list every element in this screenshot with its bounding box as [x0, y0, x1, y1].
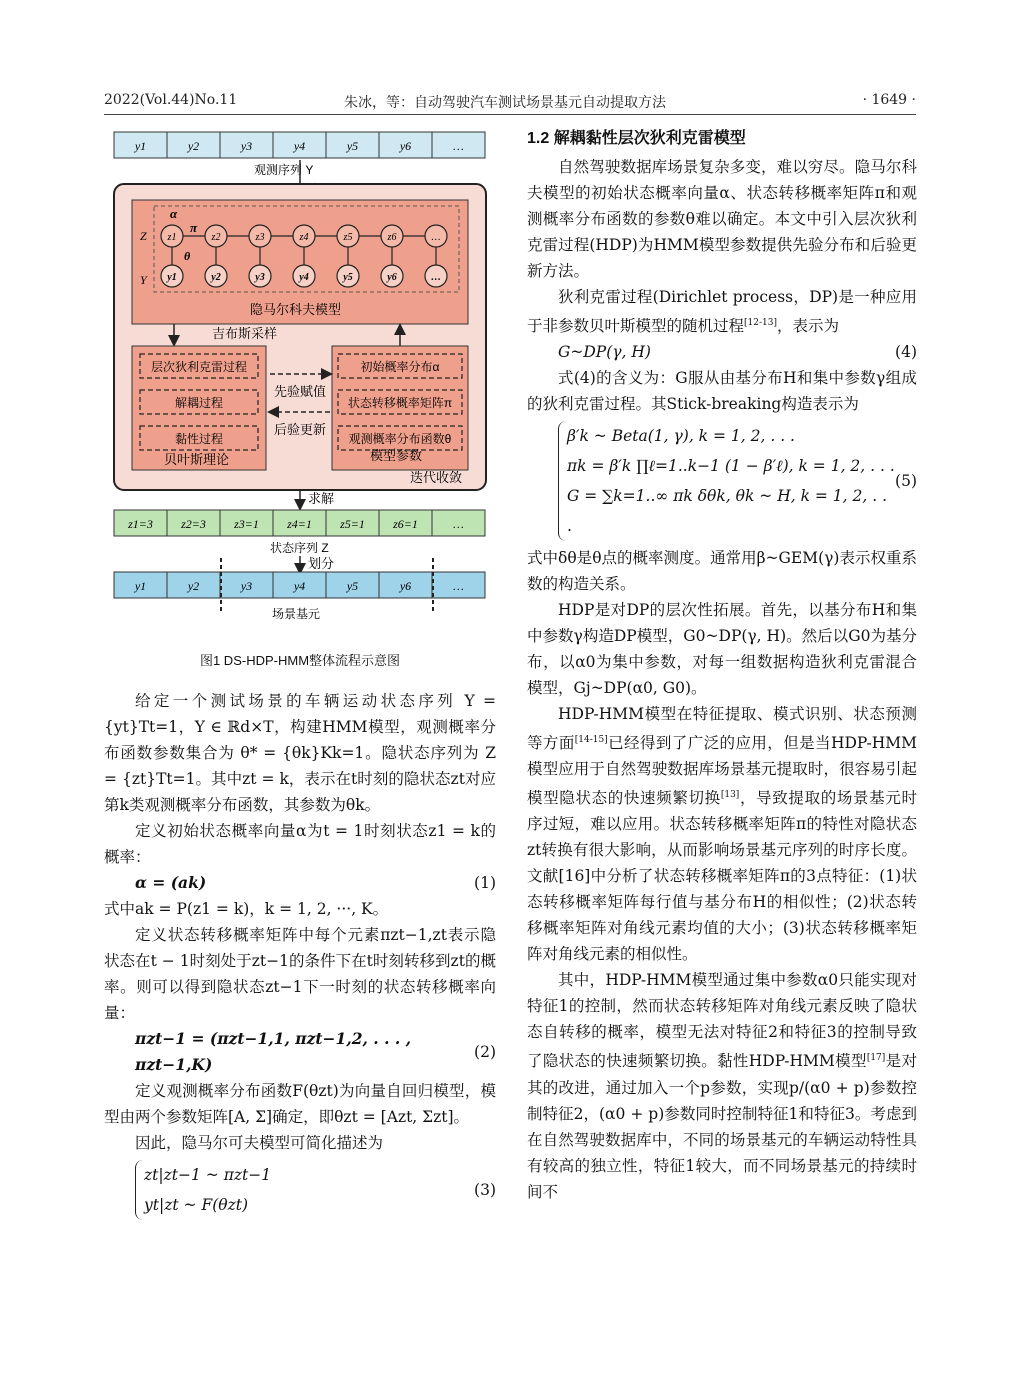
text-run: ，导致提取的场景基元时序过短，难以应用。状态转移概率矩阵π的特性对隐状态zt转换有很大影响，从而影响场景基元序列的时序长度。文献[16]中分析了状态转移概率矩阵π的3点特征：(1)状态转移概率矩阵每行值与基分布H的相似性；(2)状态转移概率矩阵对角线元素均值的大小；(3)状态转移概率矩阵对角线元素的相似性。 [527, 789, 917, 964]
observation-cell-label: y3 [240, 139, 253, 153]
equation-line: πk = β′k ∏ℓ=1..k−1 (1 − β′ℓ), k = 1, 2, . . . [567, 457, 895, 476]
prior-label: 先验赋值 [274, 384, 327, 399]
equation-line: zt|zt−1 ~ πzt−1 [144, 1166, 272, 1184]
param-item-label: 状态转移概率矩阵π [347, 396, 453, 410]
text-run: 其中，HDP-HMM模型通过集中参数α0只能实现对特征1的控制，然而状态转移矩阵对角线元素反映了隐状态自转移的概率，模型无法对特征2和特征3的控制导致了隐状态的快速频繁切换。黏性HDP-HMM模型 [527, 971, 917, 1071]
equation-number: (1) [474, 874, 496, 892]
hidden-state-label: z4 [299, 232, 309, 243]
text-run: HDP-HMM模型在特征提取、模式识别、状态预测等方面 [527, 705, 917, 753]
equation-body: α = (ak) [135, 873, 207, 892]
equation-line: G = ∑k=1..∞ πk δθk, θk ~ H, k = 1, 2, . . . [567, 487, 888, 536]
scene-cell-label: y2 [187, 579, 200, 593]
hidden-state-label: z3 [255, 232, 265, 243]
alpha-symbol: α [170, 206, 178, 221]
hidden-state-label: z1 [167, 232, 177, 243]
state-cell-label: z5=1 [340, 517, 365, 531]
posterior-label: 后验更新 [274, 422, 327, 437]
paragraph: 给定一个测试场景的车辆运动状态序列 Y = {yt}Tt=1，Y ∈ ℝd×T，构建HMM模型，观测概率分布函数参数集合为 θ* = {θk}Kk=1。隐状态序列为 Z = {zt}Tt=1。其中zt = k，表示在t时刻的隐状态zt对应第k类观测概率分布函数，其参数为θk。 [104, 692, 496, 814]
state-cell-label: z6=1 [393, 517, 418, 531]
z-row-label: Z [140, 229, 147, 243]
left-column [104, 126, 496, 1224]
header-rule [104, 114, 916, 115]
observation-node-label: y5 [343, 272, 353, 283]
iteration-label: 迭代收敛 [410, 470, 463, 485]
state-cell-label: z4=1 [287, 517, 312, 531]
bayes-footer: 贝叶斯理论 [164, 452, 230, 467]
equation-body: πzt−1 = (πzt−1,1, πzt−1,2, . . . , πzt−1,K) [135, 1029, 412, 1074]
params-footer: 模型参数 [370, 448, 423, 463]
equation-number: (5) [895, 472, 917, 491]
observation-node-label: y2 [211, 272, 221, 283]
observation-node-label: y4 [299, 272, 309, 283]
state-cell-label: z3=1 [234, 517, 259, 531]
text-run: 是对其的改进，通过加入一个p参数，实现p/(α0 + p)参数控制特征2，(α0 + p)参数同时控制特征1和特征3。考虑到在自然驾驶数据库中，不同的场景基元的车辆运动特性具有较高的独立性，特征1较大，而不同场景基元的持续时间不 [527, 1052, 917, 1201]
scene-cell-label: y1 [134, 579, 147, 593]
paragraph: HDP是对DP的层次性拓展。首先，以基分布H和集中参数γ构造DP模型，G0~DP(γ, H)。然后以G0为基分布，以α0为集中参数，对每一组数据构造狄利克雷混合模型，Gj~DP(α0, G0)。 [527, 601, 917, 698]
equation-system [135, 1160, 271, 1220]
scene-cell-label: y4 [293, 579, 306, 593]
observation-sequence [114, 132, 485, 158]
bayes-item-label: 解耦过程 [174, 396, 224, 410]
observation-cell-label: y5 [346, 139, 359, 153]
equation-5 [527, 421, 917, 541]
equation-2 [104, 1026, 496, 1078]
param-item-label: 初始概率分布α [360, 360, 440, 374]
text-run: 狄利克雷过程(Dirichlet process，DP)是一种应用于非参数贝叶斯模型的随机过程 [527, 288, 917, 336]
paragraph: 式中ak = P(z1 = k)，k = 1, 2, ···, K。 [104, 900, 389, 918]
equation-number: (4) [895, 343, 917, 362]
equation-3 [104, 1160, 496, 1220]
observation-node-label: … [431, 272, 441, 283]
observation-node-label: y3 [255, 272, 265, 283]
paragraph: 式(4)的含义为：G服从由基分布H和集中参数γ组成的狄利克雷过程。其Stick-breaking构造表示为 [527, 369, 917, 414]
hidden-state-label: z6 [387, 232, 397, 243]
observation-label: 观测序列 Y [254, 163, 314, 177]
scene-cell-label: y6 [399, 579, 412, 593]
observation-cell-label: y4 [293, 139, 306, 153]
text-run: 已经得到了广泛的应用，但是当HDP-HMM模型应用于自然驾驶数据库场景基元提取时，很容易引起模型隐状态的快速频繁切换 [527, 734, 917, 808]
equation-1 [104, 870, 496, 896]
paragraph [527, 967, 917, 1204]
hidden-state-label: … [431, 232, 441, 243]
scene-label: 场景基元 [272, 607, 321, 621]
scene-cell-label: y5 [346, 579, 359, 593]
paragraph: 定义观测概率分布函数F(θzt)为向量自回归模型，模型由两个参数矩阵[A, Σ]确定，即θzt = [Azt, Σzt]。 [104, 1082, 496, 1126]
citation: [17] [866, 1053, 886, 1064]
citation: [14-15] [574, 735, 608, 746]
equation-system [558, 421, 895, 541]
state-sequence [114, 510, 485, 536]
observation-node-label: y6 [387, 272, 397, 283]
divide-label: 划分 [308, 556, 335, 571]
figure-1 [104, 126, 496, 646]
theta-symbol: θ [184, 249, 191, 263]
scene-cell-label: … [453, 579, 464, 593]
observation-cell-label: … [453, 139, 464, 153]
solve-label: 求解 [308, 491, 335, 506]
equation-body: G~DP(γ, H) [558, 343, 651, 362]
running-title: 朱冰，等：自动驾驶汽车测试场景基元自动提取方法 [344, 95, 666, 111]
citation: [13] [720, 790, 740, 801]
state-label: 状态序列 Z [270, 541, 329, 555]
equation-4 [527, 339, 917, 365]
state-cell-label: z1=3 [128, 517, 153, 531]
pi-symbol: π [190, 220, 198, 235]
hmm-label: 隐马尔科夫模型 [250, 302, 342, 317]
y-row-label: Y [140, 273, 147, 287]
equation-number: (3) [474, 1181, 496, 1199]
paragraph [527, 284, 917, 339]
paragraph: 定义初始状态概率向量α为t = 1时刻状态z1 = k的概率： [104, 822, 496, 866]
paragraph [527, 701, 917, 967]
state-cell-label: z2=3 [181, 517, 206, 531]
running-header [104, 90, 916, 114]
scene-cell-label: y3 [240, 579, 253, 593]
observation-cell-label: y6 [399, 139, 412, 153]
observation-cell-label: y2 [187, 139, 200, 153]
scene-primitives [114, 572, 485, 598]
equation-line: yt|zt ~ F(θzt) [144, 1196, 249, 1214]
flow-diagram [104, 126, 496, 646]
observation-cell-label: y1 [134, 139, 147, 153]
state-cell-label: … [453, 517, 464, 531]
gibbs-label: 吉布斯采样 [212, 326, 278, 341]
param-item-label: 观测概率分布函数θ [348, 432, 452, 446]
right-column [527, 126, 917, 1205]
observation-node-label: y1 [167, 272, 177, 283]
paragraph: 定义状态转移概率矩阵中每个元素πzt−1,zt表示隐状态在t − 1时刻处于zt−1的条件下在t时刻转移到zt的概率。则可以得到隐状态zt−1下一时刻的状态转移概率向量： [104, 926, 496, 1022]
section-title: 1.2 解耦黏性层次狄利克雷模型 [527, 130, 746, 147]
citation: [12-13] [744, 318, 777, 328]
paragraph: 式中δθ是θ点的概率测度。通常用β~GEM(γ)表示权重系数的构造关系。 [527, 549, 917, 594]
text-run: ，表示为 [776, 317, 839, 336]
figure-caption: 图1 DS-HDP-HMM整体流程示意图 [199, 653, 401, 668]
bayes-item-label: 层次狄利克雷过程 [150, 360, 248, 374]
hidden-state-label: z2 [211, 232, 221, 243]
equation-number: (2) [474, 1043, 496, 1061]
hidden-state-label: z5 [343, 232, 353, 243]
page-number: · 1649 · [862, 92, 916, 108]
bayes-item-label: 黏性过程 [174, 432, 224, 446]
journal-issue: 2022(Vol.44)No.11 [104, 92, 238, 108]
equation-line: β′k ~ Beta(1, γ), k = 1, 2, . . . [567, 427, 795, 446]
paragraph: 因此，隐马尔可夫模型可简化描述为 [135, 1134, 384, 1152]
paragraph: 自然驾驶数据库场景复杂多变，难以穷尽。隐马尔科夫模型的初始状态概率向量α、状态转移概率矩阵π和观测概率分布函数的参数θ难以确定。本文中引入层次狄利克雷过程(HDP)为HMM模型参数提供先验分布和后验更新方法。 [527, 158, 917, 280]
